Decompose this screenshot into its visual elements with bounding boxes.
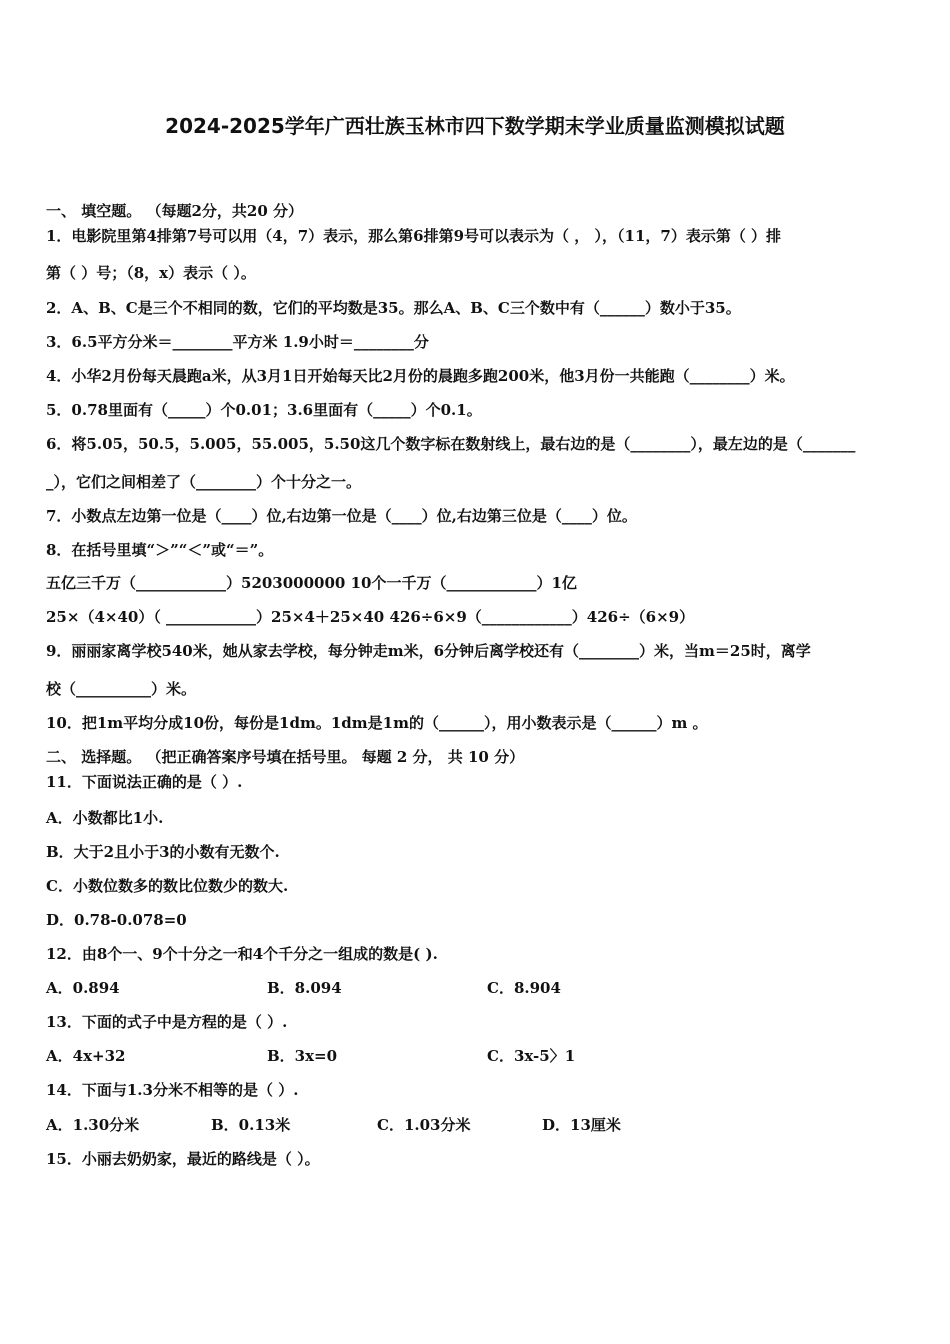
q2-line: 2．A、B、C是三个不相同的数，它们的平均数是35。那么A、B、C三个数中有（______）数小于35。 [46,299,741,317]
q14-stem: 14．下面与1.3分米不相等的是（ ）. [46,1081,299,1099]
q4-line: 4．小华2月份每天晨跑a米，从3月1日开始每天比2月份的晨跑多跑200米，他3月份一共能跑（________）米。 [46,367,795,385]
q14-option-d: D．13厘米 [542,1116,621,1134]
q5-line: 5．0.78里面有（_____）个0.01；3.6里面有（_____）个0.1。 [46,401,482,419]
q10-line: 10．把1m平均分成10份，每份是1dm。1dm是1m的（______），用小数表示是（______）m 。 [46,714,708,732]
q6-line2: _），它们之间相差了（________）个十分之一。 [46,473,362,491]
q14-option-c: C．1.03分米 [377,1116,471,1134]
q13-option-a: A．4x+32 [46,1047,126,1065]
q11-option-b: B．大于2且小于3的小数有无数个. [46,843,280,861]
q12-option-b: B．8.094 [267,979,342,997]
page-title: 2024-2025学年广西壮族玉林市四下数学期末学业质量监测模拟试题 [165,114,785,138]
q7-line: 7．小数点左边第一位是（____）位,右边第一位是（____）位,右边第三位是（____）位。 [46,507,637,525]
q12-option-c: C．8.904 [487,979,561,997]
q8-line: 8．在括号里填“＞”“＜”或“＝”。 [46,541,274,559]
q13-stem: 13．下面的式子中是方程的是（ ）. [46,1013,288,1031]
q8-compare-row1: 五亿三千万（____________）5203000000 10个一千万（____________）1亿 [46,574,577,592]
q11-stem: 11．下面说法正确的是（ ）. [46,773,243,791]
q11-option-a: A．小数都比1小. [46,809,164,827]
q8-compare-row2: 25×（4×40）（ ____________）25×4＋25×40 426÷6×9（____________）426÷（6×9） [46,608,695,626]
q9-line2: 校（__________）米。 [46,680,197,698]
q14-option-b: B．0.13米 [211,1116,291,1134]
section2-heading: 二、 选择题。 （把正确答案序号填在括号里。 每题 2 分， 共 10 分） [46,748,525,766]
q3-line: 3．6.5平方分米＝________平方米 1.9小时＝________分 [46,333,429,351]
q9-line1: 9．丽丽家离学校540米，她从家去学校，每分钟走m米，6分钟后离学校还有（________）米，当m＝25时，离学 [46,642,811,660]
q13-option-b: B．3x=0 [267,1047,338,1065]
q11-option-c: C．小数位数多的数比位数少的数大. [46,877,289,895]
q1-line1: 1．电影院里第4排第7号可以用（4，7）表示，那么第6排第9号可以表示为（ ， ），（11，7）表示第（ ）排 [46,227,782,245]
q12-option-a: A．0.894 [46,979,120,997]
q15-stem: 15．小丽去奶奶家，最近的路线是（ ）。 [46,1150,320,1168]
q12-stem: 12．由8个一、9个十分之一和4个千分之一组成的数是( ). [46,945,438,963]
q14-option-a: A．1.30分米 [46,1116,140,1134]
q13-option-c: C．3x-5〉1 [487,1047,576,1065]
q11-option-d: D．0.78-0.078=0 [46,911,187,929]
q1-line2: 第（ ）号；（8，x）表示（ ）。 [46,264,256,282]
section1-heading: 一、 填空题。 （每题2分，共20 分） [46,202,303,220]
q6-line1: 6．将5.05，50.5，5.005，55.005，5.50这几个数字标在数射线上，最右边的是（________），最左边的是（_______ [46,435,856,453]
